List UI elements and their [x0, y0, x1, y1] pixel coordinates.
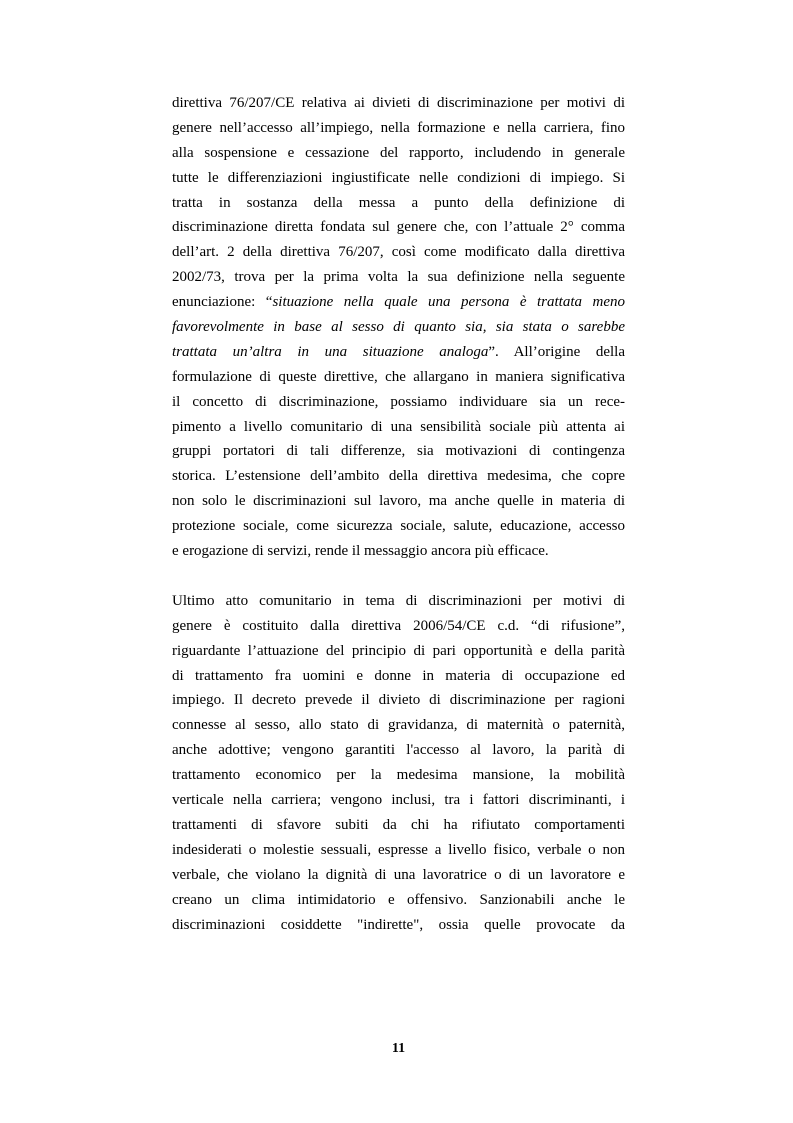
quoted-definition-part-3: trattata un’altra in una situazione analoga: [172, 343, 489, 360]
text-line: protezione sociale, come sicurezza sociale, salute, educazione, accesso: [172, 518, 625, 535]
text-line: 2002/73, trova per la prima volta la sua definizione nella seguente: [172, 269, 625, 286]
text-line: discriminazioni cosiddette "indirette", ossia quelle provocate da: [172, 916, 625, 933]
paragraph-spacer: [172, 564, 625, 589]
quote-close: ”. All’origine della: [488, 343, 625, 360]
text-line: creano un clima intimidatorio e offensivo. Sanzionabili anche le: [172, 891, 625, 908]
text-line: tutte le differenziazioni ingiustificate nelle condizioni di impiego. Si: [172, 169, 625, 186]
quote-lead-in: enunciazione: “: [172, 294, 273, 311]
text-line: formulazione di queste direttive, che allargano in maniera significativa: [172, 368, 625, 385]
text-line: genere è costituito dalla direttiva 2006/54/CE c.d. “di rifusione”,: [172, 617, 625, 634]
text-line: verbale, che violano la dignità di una lavoratrice o di un lavoratore e: [172, 866, 625, 883]
text-line: direttiva 76/207/CE relativa ai divieti di discriminazione per motivi di: [172, 95, 625, 111]
paragraph-2: [172, 589, 625, 937]
text-line: storica. L’estensione dell’ambito della direttiva medesima, che copre: [172, 468, 625, 485]
text-line: non solo le discriminazioni sul lavoro, ma anche quelle in materia di: [172, 493, 625, 510]
text-line: riguardante l’attuazione del principio di pari opportunità e della parità: [172, 642, 625, 659]
text-line: trattamento economico per la medesima mansione, la mobilità: [172, 767, 625, 784]
text-line: tratta in sostanza della messa a punto della definizione di: [172, 194, 625, 211]
text-line: pimento a livello comunitario di una sensibilità sociale più attenta ai: [172, 418, 625, 435]
text-line-with-quote: [172, 290, 625, 315]
text-line-last: e erogazione di servizi, rende il messaggio ancora più efficace.: [172, 543, 549, 560]
quoted-definition-part-1: situazione nella quale una persona è trattata meno: [272, 294, 625, 311]
page-number: 11: [391, 1041, 406, 1056]
text-line-with-quote: [172, 340, 625, 365]
text-line: dell’art. 2 della direttiva 76/207, così come modificato dalla direttiva: [172, 244, 625, 261]
text-line-quote: [172, 315, 625, 340]
text-line: anche adottive; vengono garantiti l'accesso al lavoro, la parità di: [172, 742, 625, 759]
text-line: Ultimo atto comunitario in tema di discriminazioni per motivi di: [172, 592, 625, 609]
text-line: alla sospensione e cessazione del rapporto, includendo in generale: [172, 144, 625, 161]
paragraph-1: [172, 91, 625, 564]
text-line: discriminazione diretta fondata sul genere che, con l’attuale 2° comma: [172, 219, 625, 236]
text-line: di trattamento fra uomini e donne in materia di occupazione ed: [172, 667, 625, 684]
text-line: gruppi portatori di tali differenze, sia motivazioni di contingenza: [172, 443, 625, 460]
text-line: trattamenti di sfavore subiti da chi ha rifiutato comportamenti: [172, 816, 625, 833]
text-line: connesse al sesso, allo stato di gravidanza, di maternità o paternità,: [172, 717, 625, 734]
page-body: [172, 91, 625, 937]
text-line: il concetto di discriminazione, possiamo individuare sia un rece-: [172, 393, 625, 410]
text-line: impiego. Il decreto prevede il divieto di discriminazione per ragioni: [172, 692, 625, 709]
text-line: verticale nella carriera; vengono inclusi, tra i fattori discriminanti, i: [172, 792, 625, 809]
quoted-definition-part-2: favorevolmente in base al sesso di quanto sia, sia stata o sarebbe: [172, 319, 625, 336]
text-line: indesiderati o molestie sessuali, espresse a livello fisico, verbale o non: [172, 841, 625, 858]
text-line: genere nell’accesso all’impiego, nella formazione e nella carriera, fino: [172, 119, 625, 136]
